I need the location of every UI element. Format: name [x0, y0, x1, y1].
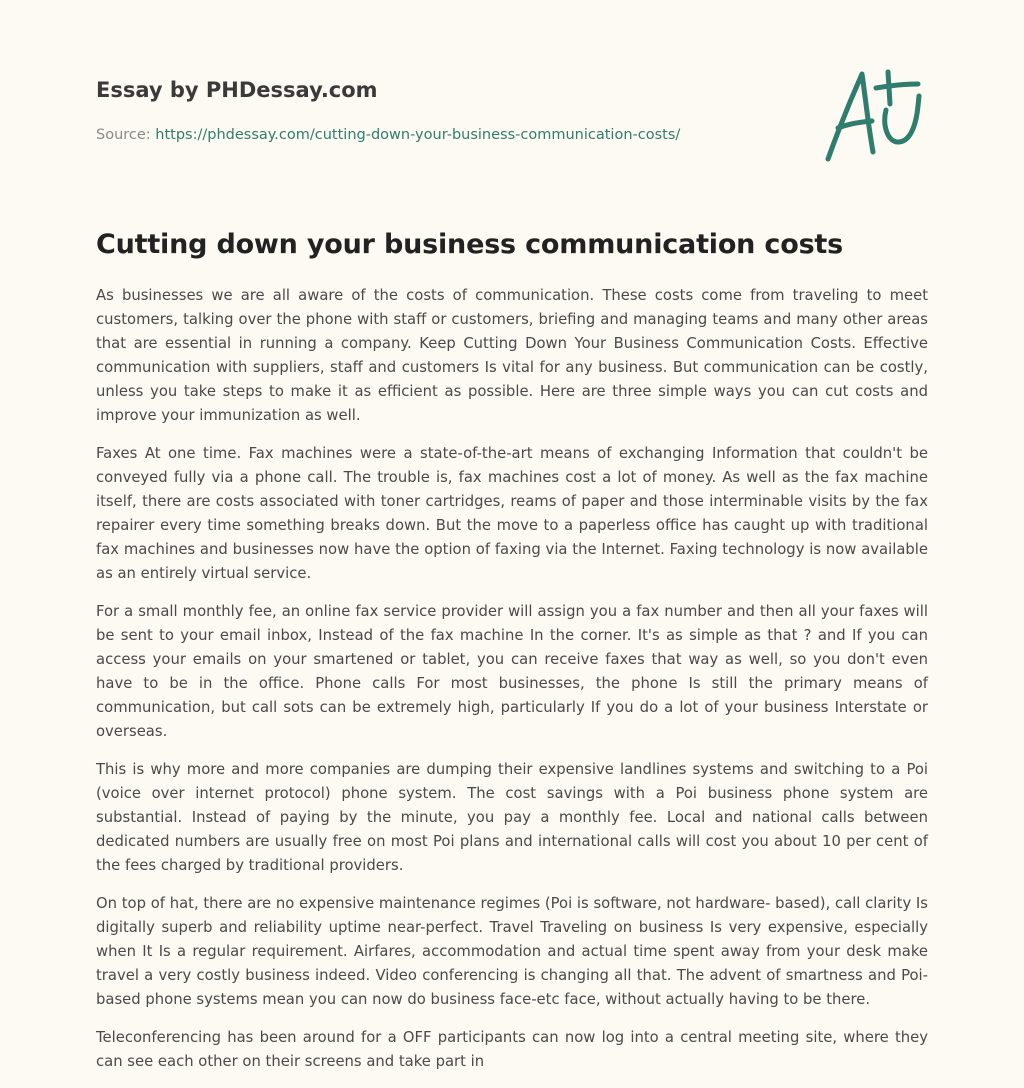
- article-paragraph: This is why more and more companies are dumping their expensive landlines systems and switching to a Poi (voice over internet protocol) phone system. The cost savings with a Poi business phone system are substantial. Instead of paying by the minute, you pay a monthly fee. Local and national calls between dedicated numbers are usually free on most Poi plans and international calls will cost you about 10 per cent of the fees charged by traditional providers.: [96, 761, 928, 874]
- source-label: Source:: [96, 127, 156, 143]
- a-plus-logo-icon: [818, 66, 928, 166]
- source-link[interactable]: https://phdessay.com/cutting-down-your-business-communication-costs/: [155, 127, 681, 143]
- article-paragraph: As businesses we are all aware of the costs of communication. These costs come from traveling to meet customers, talking over the phone with staff or customers, briefing and managing teams and many other areas that are essential in running a company. Keep Cutting Down Your Business Communication Costs. Effective communication with suppliers, staff and customers Is vital for any business. But communication can be costly, unless you take steps to make it as efficient as possible. Here are three simple ways you can cut costs and improve your immunization as well.: [96, 287, 928, 424]
- brand-title: Essay by PHDessay.com: [96, 78, 378, 102]
- article-paragraph: On top of hat, there are no expensive maintenance regimes (Poi is software, not hardware- based), call clarity Is digitally superb and reliability uptime near-perfect. Travel Traveling on business Is very expensive, especially when It Is a regular requirement. Airfares, accommodation and actual time spent away from your desk make travel a very costly business indeed. Video conferencing is changing all that. The advent of smartness and Poi-based phone systems mean you can now do business face-etc face, without actually having to be there.: [96, 895, 928, 1008]
- article-body: [96, 284, 928, 1088]
- article-paragraph: Teleconferencing has been around for a OFF participants can now log into a central meeting site, where they can see each other on their screens and take part in: [96, 1029, 928, 1070]
- article-paragraph: For a small monthly fee, an online fax service provider will assign you a fax number and then all your faxes will be sent to your email inbox, Instead of the fax machine In the corner. It's as simple as that ? and If you can access your emails on your smartened or tablet, you can receive faxes that way as well, so you don't even have to be in the office. Phone calls For most businesses, the phone Is still the primary means of communication, but call sots can be extremely high, particularly If you do a lot of your business Interstate or overseas.: [96, 603, 928, 740]
- article-title: Cutting down your business communication costs: [96, 229, 844, 260]
- article-paragraph: Faxes At one time. Fax machines were a state-of-the-art means of exchanging Information that couldn't be conveyed fully via a phone call. The trouble is, fax machines cost a lot of money. As well as the fax machine itself, there are costs associated with toner cartridges, reams of paper and those interminable visits by the fax repairer every time something breaks down. But the move to a paperless office has caught up with traditional fax machines and businesses now have the option of faxing via the Internet. Faxing technology is now available as an entirely virtual service.: [96, 445, 928, 582]
- essay-header: [96, 76, 796, 145]
- source-line: [96, 125, 796, 145]
